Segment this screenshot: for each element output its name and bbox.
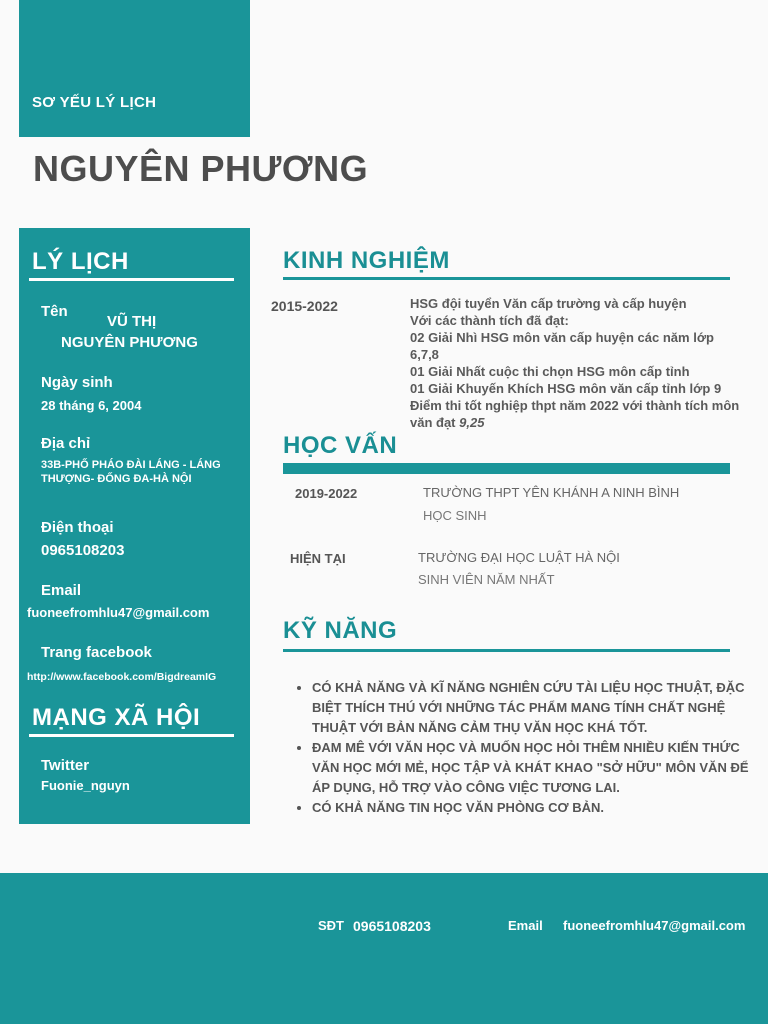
skill-item: • CÓ KHẢ NĂNG VÀ KĨ NĂNG NGHIÊN CỨU TÀI LIỆU HỌC THUẬT, ĐẶC BIỆT THÍCH THÚ VỚI NHỮNG TÁC PHẨM MANG TÍNH CHẤT NGHỆ THUẬT VỚI BẢN NĂNG CẢM THỤ VĂN HỌC KHÁ TỐT. [312, 678, 752, 738]
education-year: HIỆN TẠI [290, 551, 346, 566]
profile-divider [29, 278, 234, 281]
footer-email-value[interactable]: fuoneefromhlu47@gmail.com [563, 918, 746, 933]
experience-line: Với các thành tích đã đạt: [410, 313, 569, 328]
experience-line: 01 Giải Khuyến Khích HSG môn văn cấp tỉnh lớp 9 [410, 381, 722, 396]
education-school: TRƯỜNG THPT YÊN KHÁNH A NINH BÌNH [423, 485, 680, 500]
profile-sidebar [19, 228, 250, 824]
facebook-label: Trang facebook [41, 644, 152, 661]
literature-score: 9,25 [459, 415, 485, 430]
skill-item: • CÓ KHẢ NĂNG TIN HỌC VĂN PHÒNG CƠ BẢN. [312, 798, 752, 818]
name-value-line1: VŨ THỊ [107, 313, 157, 330]
twitter-label: Twitter [41, 757, 90, 774]
experience-final-text: Điểm thi tốt nghiệp thpt năm 2022 với thành tích môn văn đạt [410, 398, 740, 430]
experience-details [410, 295, 740, 431]
skills-list [295, 678, 752, 818]
social-section-title: MẠNG XÃ HỘI [32, 704, 201, 731]
footer-phone-value[interactable]: 0965108203 [353, 918, 431, 934]
contact-footer [0, 873, 768, 1024]
social-divider [29, 734, 234, 737]
skills-section-title: KỸ NĂNG [283, 617, 398, 644]
dob-value: 28 tháng 6, 2004 [41, 398, 142, 413]
experience-line: 02 Giải Nhì HSG môn văn cấp huyện các năm lớp 6,7,8 [410, 330, 714, 362]
education-year: 2019-2022 [295, 486, 358, 501]
education-divider [283, 463, 730, 474]
address-label: Địa chỉ [41, 435, 91, 452]
skills-divider [283, 649, 730, 652]
education-role: SINH VIÊN NĂM NHẤT [418, 572, 555, 587]
education-section-title: HỌC VẤN [283, 432, 398, 459]
footer-email-label: Email [508, 918, 543, 933]
facebook-link[interactable]: http://www.facebook.com/BigdreamIG [27, 671, 217, 683]
phone-value: 0965108203 [41, 542, 125, 559]
email-value[interactable]: fuoneefromhlu47@gmail.com [27, 605, 210, 620]
experience-line [410, 397, 740, 431]
experience-line: 01 Giải Nhất cuộc thi chọn HSG môn cấp tỉnh [410, 364, 690, 379]
name-label: Tên [41, 303, 68, 320]
experience-line: HSG đội tuyển Văn cấp trường và cấp huyện [410, 296, 687, 311]
email-label: Email [41, 582, 82, 599]
header-box [19, 0, 250, 137]
address-value: 33B-PHỐ PHÁO ĐÀI LÁNG - LÁNG THƯỢNG- ĐỐNG ĐA-HÀ NỘI [41, 459, 221, 485]
experience-section-title: KINH NGHIỆM [283, 247, 450, 274]
page-title: NGUYÊN PHƯƠNG [33, 148, 369, 189]
experience-years: 2015-2022 [271, 298, 338, 314]
footer-phone-label: SĐT [318, 918, 344, 933]
profile-section-title: LÝ LỊCH [32, 248, 129, 275]
experience-divider [283, 277, 730, 280]
education-role: HỌC SINH [423, 508, 487, 523]
twitter-handle[interactable]: Fuonie_nguyn [41, 778, 130, 793]
education-school: TRƯỜNG ĐẠI HỌC LUẬT HÀ NỘI [418, 550, 620, 565]
name-value-line2: NGUYÊN PHƯƠNG [61, 334, 198, 351]
phone-label: Điện thoại [41, 519, 114, 536]
dob-label: Ngày sinh [41, 374, 113, 391]
document-type-label: SƠ YẾU LÝ LỊCH [32, 94, 157, 111]
skill-item: • ĐAM MÊ VỚI VĂN HỌC VÀ MUỐN HỌC HỎI THÊM NHIỀU KIẾN THỨC VĂN HỌC MỚI MẺ, HỌC TẬP VÀ KHÁT KHAO "SỞ HỮU" MÔN VĂN ĐỂ ÁP DỤNG, HỖ TRỢ VÀO CÔNG VIỆC TƯƠNG LAI. [312, 738, 752, 798]
